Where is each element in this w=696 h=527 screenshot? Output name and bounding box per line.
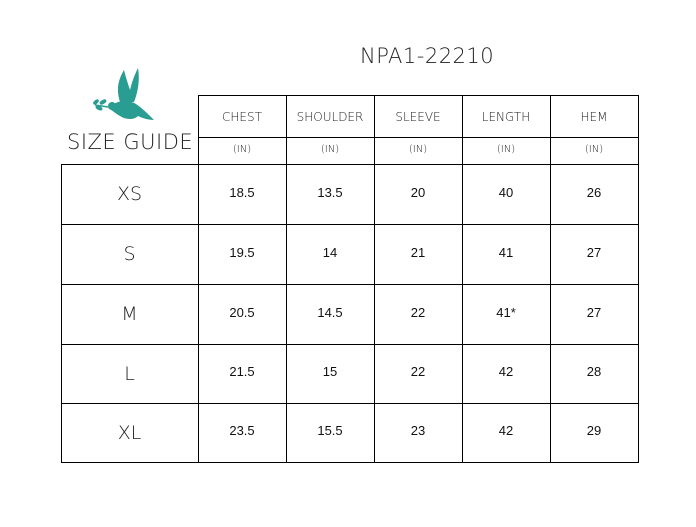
table-cell-value: 15.5 — [317, 423, 343, 438]
column-header: CHEST — [222, 110, 262, 124]
table-cell-value: 19.5 — [229, 244, 255, 260]
dove-icon — [90, 62, 160, 132]
column-header: LENGTH — [481, 110, 531, 124]
column-unit: (IN) — [320, 144, 340, 155]
table-cell-value: 20 — [410, 184, 426, 200]
grid-line-horizontal — [198, 95, 639, 96]
table-cell-value: 21.5 — [229, 364, 255, 379]
table-cell-value: 23 — [410, 423, 426, 438]
table-cell-value: 14 — [322, 244, 338, 260]
column-header: HEM — [580, 110, 608, 124]
table-cell-value: 28 — [586, 364, 602, 379]
table-cell-value: 22 — [410, 364, 426, 379]
table-cell-value: 13.5 — [317, 184, 343, 200]
product-code: NPA1-22210 — [360, 44, 495, 68]
table-cell-value: 23.5 — [229, 423, 255, 438]
size-label: XS — [116, 183, 143, 205]
column-header: SLEEVE — [395, 110, 441, 124]
table-cell-value: 27 — [586, 304, 602, 320]
size-guide-title: SIZE GUIDE — [67, 130, 194, 154]
table-cell-value: 20.5 — [229, 304, 255, 320]
table-cell-value: 27 — [586, 244, 602, 260]
size-label: M — [121, 303, 138, 325]
table-cell-value: 21 — [410, 244, 426, 260]
column-unit: (IN) — [584, 144, 604, 155]
table-cell-value: 42 — [498, 423, 514, 438]
size-label: S — [123, 243, 136, 265]
table-cell-value: 18.5 — [229, 184, 255, 200]
table-cell-value: 15 — [322, 364, 338, 379]
column-unit: (IN) — [232, 144, 252, 155]
table-cell-value: 29 — [586, 423, 602, 438]
column-header: SHOULDER — [296, 110, 364, 124]
size-label: L — [124, 362, 135, 385]
table-cell-value: 41* — [496, 304, 516, 320]
column-unit: (IN) — [408, 144, 428, 155]
grid-line-vertical — [638, 95, 639, 463]
column-unit: (IN) — [496, 144, 516, 155]
table-cell-value: 22 — [410, 304, 426, 320]
table-cell-value: 40 — [498, 184, 514, 200]
table-cell-value: 14.5 — [317, 304, 343, 320]
table-cell-value: 41 — [498, 244, 514, 260]
grid-line-horizontal — [61, 462, 639, 463]
size-label: XL — [117, 421, 142, 444]
table-cell-value: 26 — [586, 184, 602, 200]
table-cell-value: 42 — [498, 364, 514, 379]
